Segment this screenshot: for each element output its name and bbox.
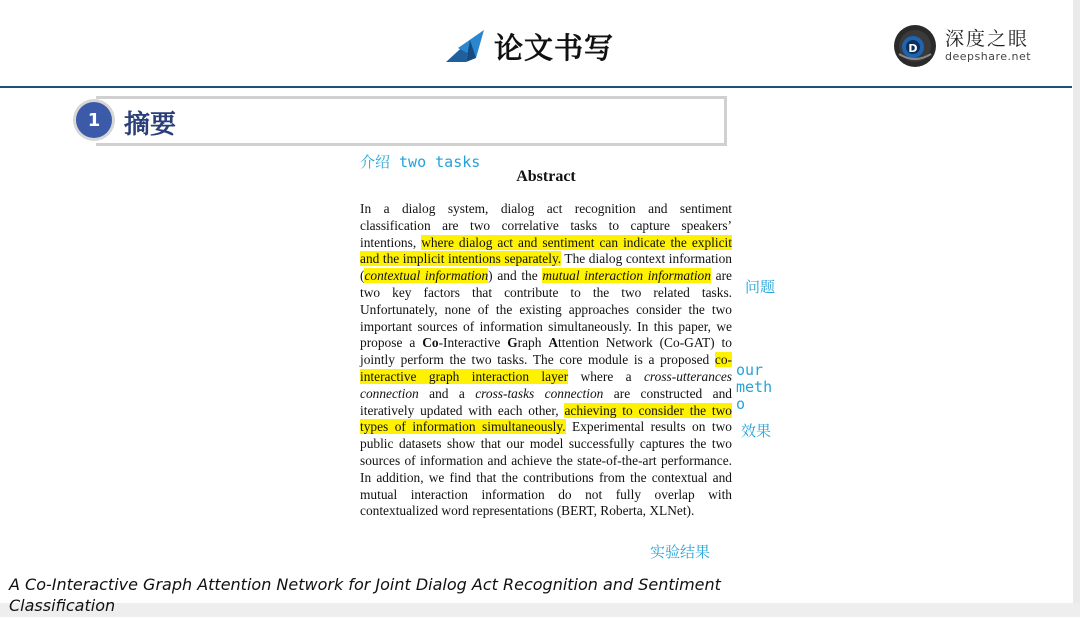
section-heading-box [96,96,727,146]
slide-title: 论文书写 [494,30,615,65]
annotation-method: our metho [736,362,773,413]
abstract-text: Experimental results on two public datasets show that our model successfully captures the two sources of information and achieve the state-of-the-art performance. In addition, we find that the contributions from the contextual and mutual interaction information do not fully overlap with contextualized word representations (BERT, Roberta, XLNet). [360,419,732,519]
highlight-simultaneously: achieving to consider the two types of information simultaneously. [360,402,732,435]
paper-title-caption: A Co-Interactive Graph Attention Network for Joint Dialog Act Recognition and Sentiment Classification [9,575,721,615]
brand-name-cn: 深度之眼 [945,28,1030,50]
slide-title-group [444,24,614,68]
brand [893,24,1031,68]
arrow-logo-icon [444,28,486,64]
abstract-text: ttention Network (Co-GAT) to jointly perform the two tasks. The core module is a proposed [360,335,732,368]
abstract-text: In a dialog system, dialog act recognition and sentiment classification are two correlative tasks to capture speakers’ intentions, [360,201,732,250]
abstract-text: -Interactive [438,335,508,351]
abstract-text: are constructed and iteratively updated with each other, [360,385,732,418]
page-frame-right [1073,0,1080,617]
annotation-problem: 问题 [745,278,776,296]
annotation-intro: 介绍 two tasks [360,153,481,171]
section-number-badge: 1 [76,102,112,138]
annotation-results: 实验结果 [650,543,711,561]
abstract-text: and a [418,385,476,401]
bold-co: Co [422,335,439,351]
bold-a: A [548,335,558,351]
svg-text:D: D [908,42,918,55]
slide-header [0,0,1072,88]
highlight-contextual-information: contextual information [364,268,489,284]
header-divider [0,86,1072,88]
abstract-text: The dialog context information ( [360,251,732,284]
abstract-body [360,201,732,520]
bold-g: G [507,335,518,351]
abstract-text: are two key factors that contribute to the two related tasks. Unfortunately, none of the existing approaches consider the two important sources of information simultaneously. In this paper, we propose a [360,268,732,351]
abstract-text: where a [568,368,644,384]
highlight-explicit-implicit: where dialog act and sentiment can indicate the explicit and the implicit intentions separately. [360,234,732,267]
eye-logo-icon [893,24,937,68]
italic-cross-utterances: cross-utterances connection [360,368,732,401]
brand-name-en: deepshare.net [945,50,1032,63]
abstract-text: raph [517,335,549,351]
section-title: 摘要 [124,110,177,140]
mutual-interaction-term [542,268,711,283]
italic-cross-tasks: cross-tasks connection [475,385,604,401]
annotation-effect: 效果 [741,422,772,440]
abstract-text: ) and the [488,268,543,284]
highlight-mutual-interaction: mutual interaction information [542,268,711,284]
highlight-co-interactive-layer: co-interactive graph interaction layer [360,352,732,384]
abstract-heading: Abstract [516,168,576,185]
